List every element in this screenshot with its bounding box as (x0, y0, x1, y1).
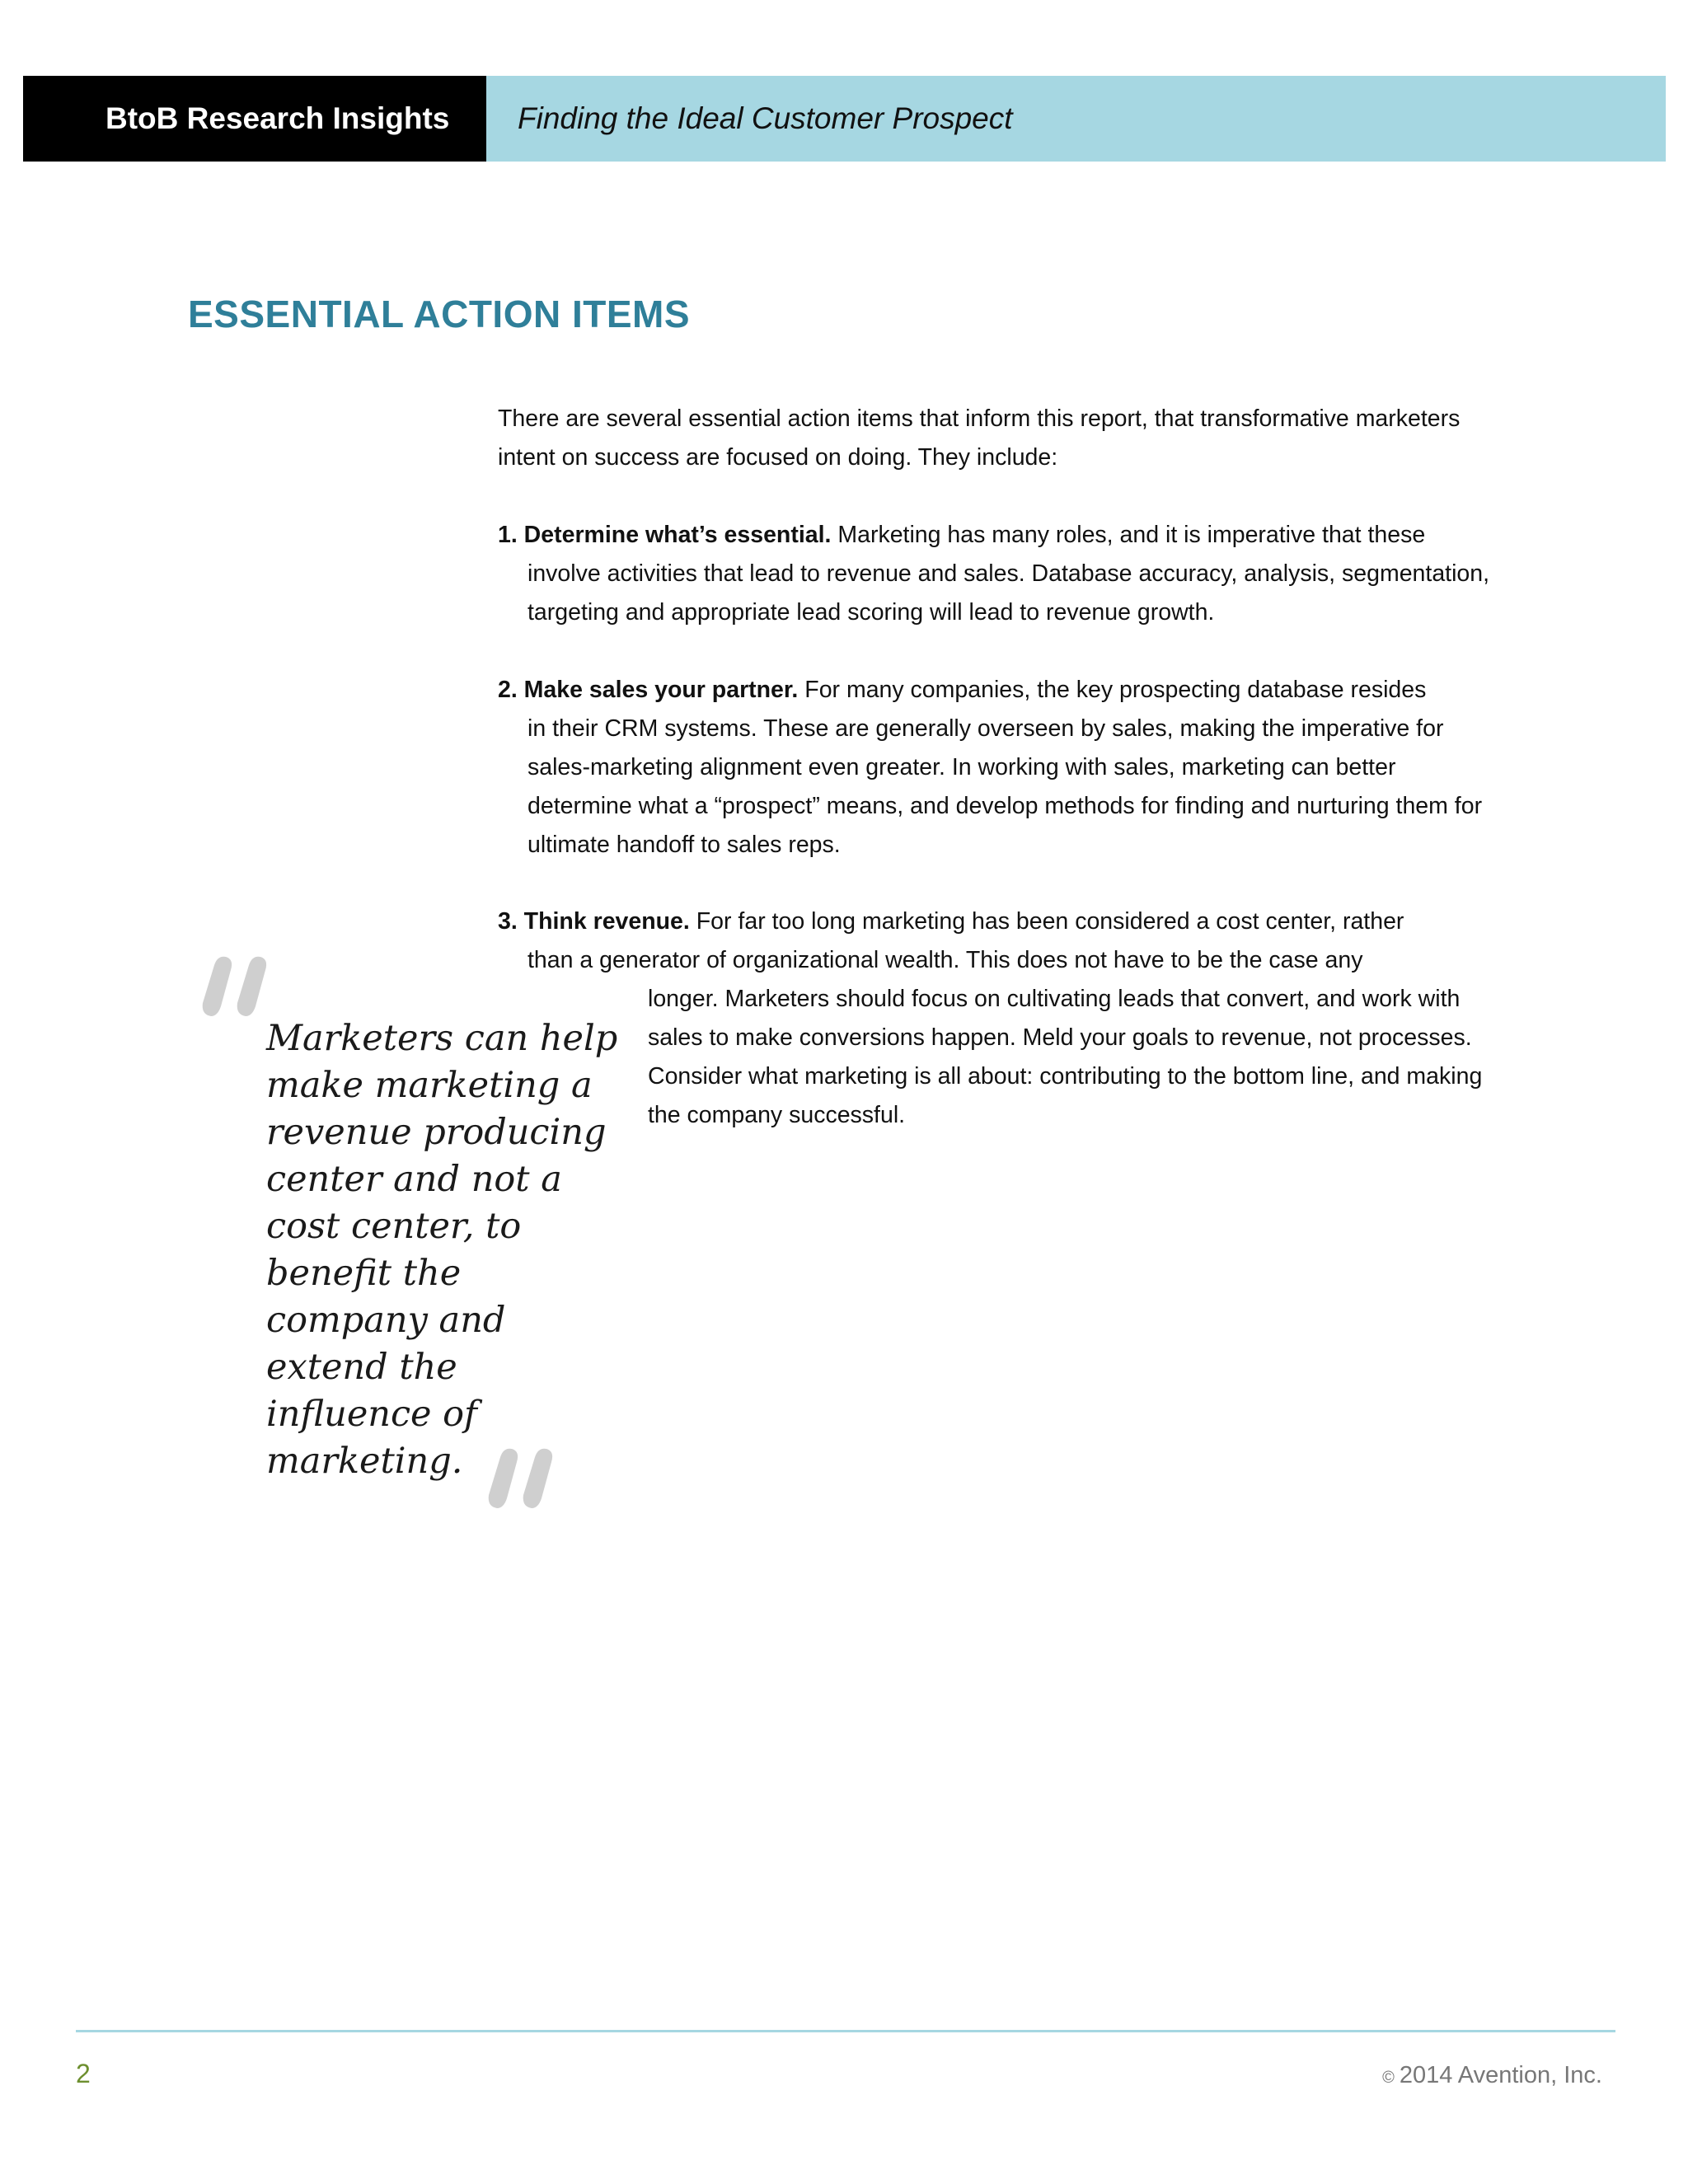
page-number: 2 (76, 2059, 91, 2088)
action-item-1 (498, 516, 1503, 632)
action-item-2-text-first: For many companies, the key prospecting database resides (804, 677, 1427, 703)
action-item-3-lead: 3. Think revenue. (498, 908, 690, 935)
open-quote-icon (196, 944, 279, 1018)
footer-divider (76, 2030, 1615, 2032)
action-item-3-text-second: than a generator of organizational wealth. This does not have to be the case any (528, 947, 1363, 973)
intro-paragraph: There are several essential action items that inform this report, that transformative marketers intent on success are focused on doing. They include: (498, 405, 1461, 471)
report-header (23, 76, 1666, 162)
copyright-notice (1382, 2062, 1602, 2089)
action-item-3-continued: longer. Marketers should focus on cultivating leads that convert, and work with sales to make conversions happen. Meld your goals to revenue, not processes. Consider what marketing is all about: contributing to the bottom line, and making the company successful. (648, 986, 1483, 1128)
action-item-3-text-first: For far too long marketing has been considered a cost center, rather (696, 908, 1404, 935)
close-quote-icon (482, 1436, 565, 1510)
section-heading: ESSENTIAL ACTION ITEMS (188, 293, 691, 335)
header-report-title: Finding the Ideal Customer Prospect (486, 76, 1666, 162)
action-item-2-text-rest: in their CRM systems. These are generally overseen by sales, making the imperative for sales-marketing alignment even greater. In working with sales, marketing can better determine what a “prospect” means, and develop methods for finding and nurturing them for ultimate handoff to sales reps. (528, 715, 1483, 858)
action-item-1-lead: 1. Determine what’s essential. (498, 522, 832, 548)
copyright-icon: © (1382, 2069, 1395, 2087)
action-item-2-lead: 2. Make sales your partner. (498, 677, 799, 703)
action-item-1-text-first: Marketing has many roles, and it is imperative that these (837, 522, 1426, 548)
header-brand: BtoB Research Insights (23, 76, 486, 162)
action-item-2 (498, 671, 1503, 865)
action-item-3 (498, 902, 1503, 980)
action-item-1-text-rest: involve activities that lead to revenue and sales. Database accuracy, analysis, segmentation, targeting and appropriate lead scoring will lead to revenue growth. (528, 560, 1490, 626)
copyright-text: 2014 Avention, Inc. (1399, 2062, 1602, 2088)
pull-quote: Marketers can help make marketing a revenue producing center and not a cost center, to benefit the company and extend the influence of marketing. (266, 1018, 618, 1482)
